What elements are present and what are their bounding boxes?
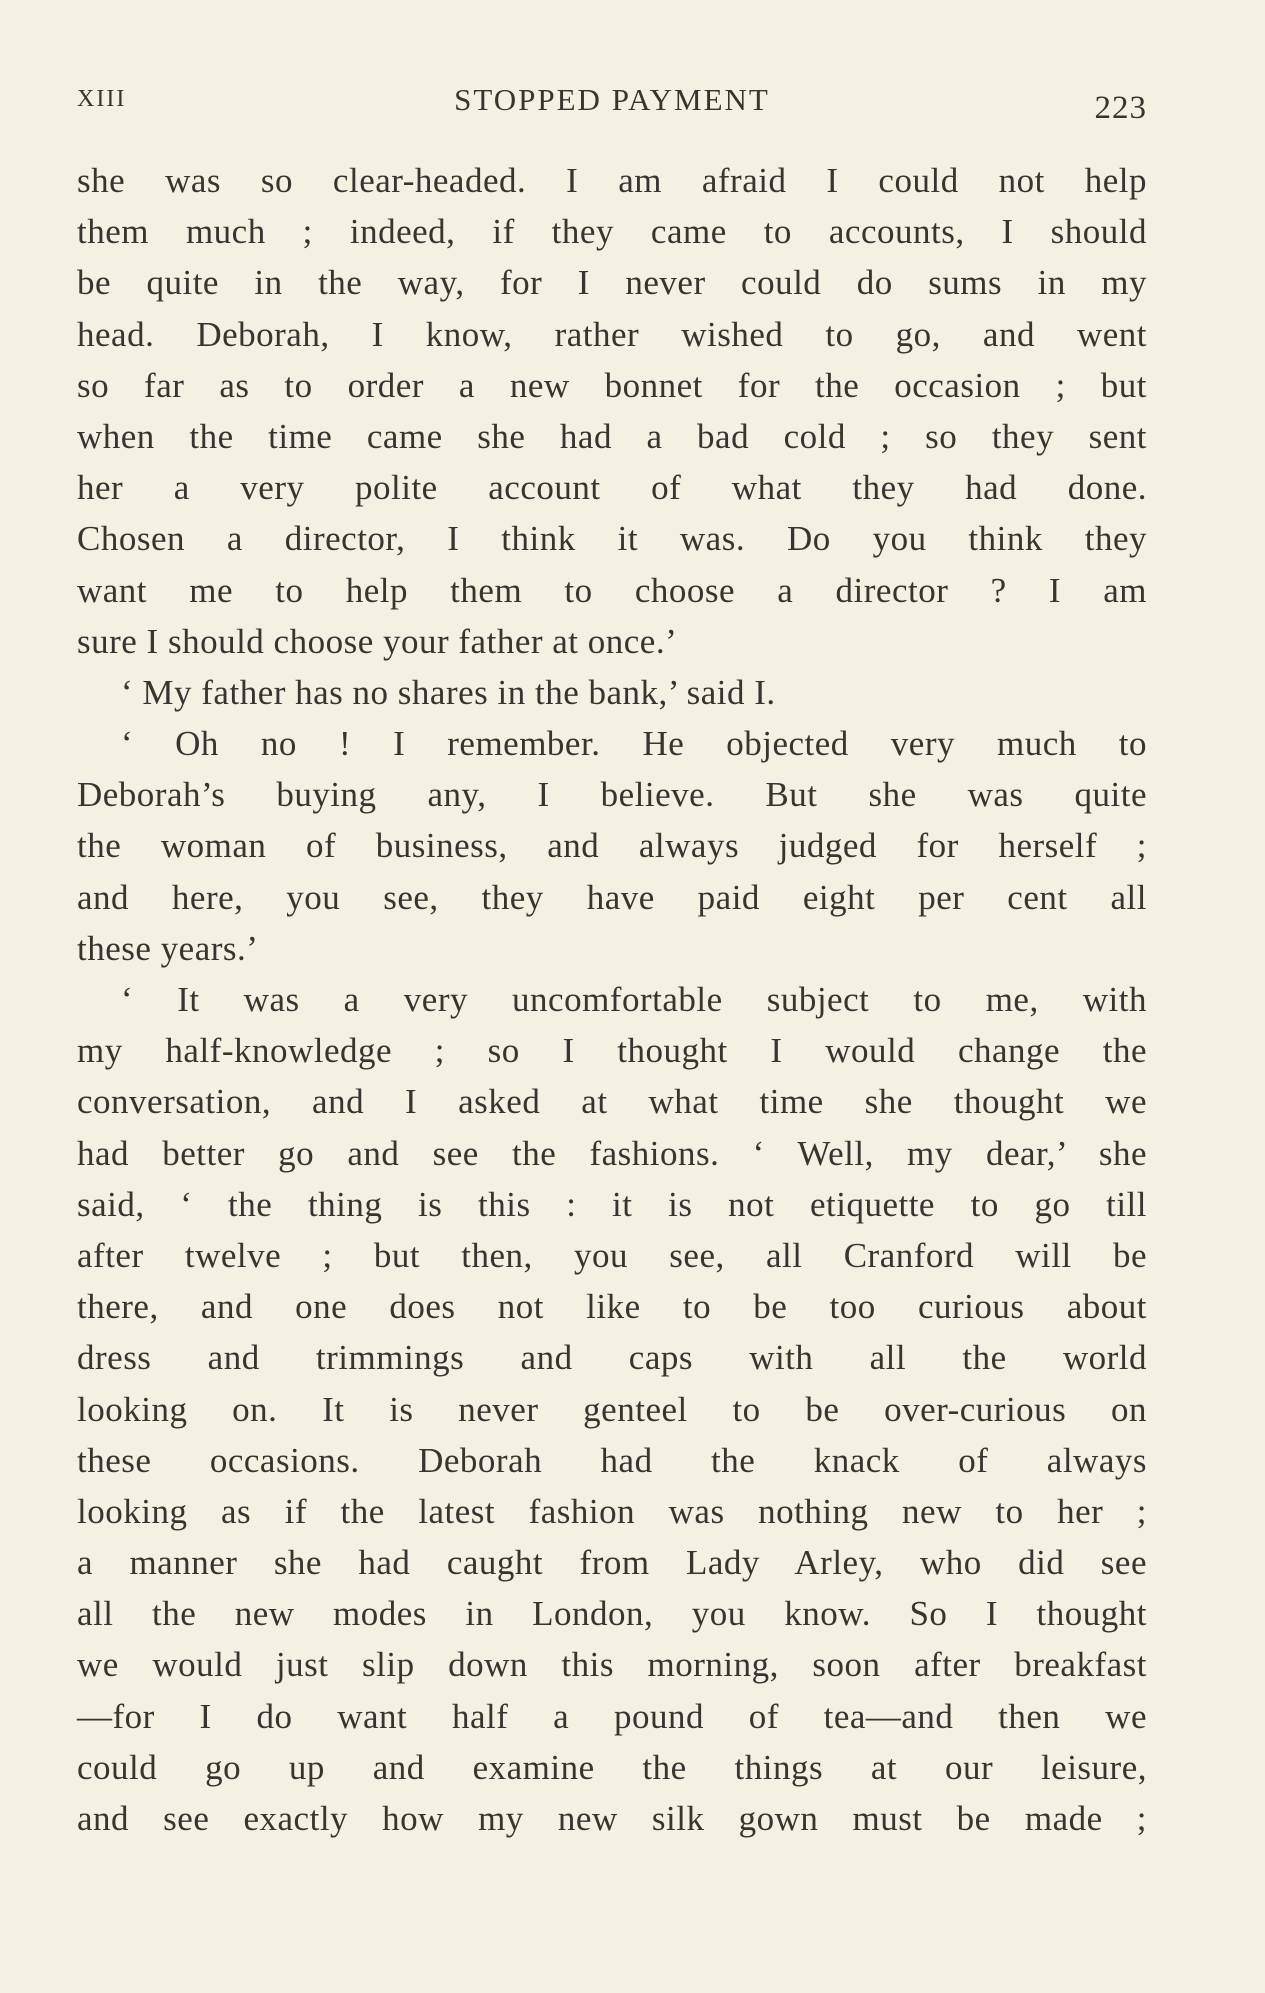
text-line: want me to help them to choose a director ? I am [77,570,1147,610]
text-line: conversation, and I asked at what time she thought we [77,1082,1147,1122]
text-line: when the time came she had a bad cold ; so they sent [77,416,1147,456]
text-line: Chosen a director, I think it was. Do you think they [77,519,1147,559]
text-line: could go up and examine the things at our leisure, [77,1747,1147,1787]
text-line: we would just slip down this morning, soon after breakfast [77,1645,1147,1685]
text-line: and here, you see, they have paid eight per cent all [77,877,1147,917]
text-line: these years.’ [77,928,259,968]
text-line: head. Deborah, I know, rather wished to go, and went [77,314,1147,354]
text-line: ‘ It was a very uncomfortable subject to me, with [121,980,1147,1019]
text-line: looking on. It is never genteel to be over-curious on [77,1389,1147,1429]
text-line: my half-knowledge ; so I thought I would change the [77,1031,1147,1071]
text-line: dress and trimmings and caps with all the world [77,1338,1147,1378]
text-line: and see exactly how my new silk gown must be made ; [77,1799,1147,1838]
text-line: had better go and see the fashions. ‘ Well, my dear,’ she [77,1133,1147,1173]
text-line: she was so clear-headed. I am afraid I could not help [77,161,1147,200]
text-line: Deborah’s buying any, I believe. But she was quite [77,775,1147,815]
chapter-number: XIII [77,86,127,112]
running-title: STOPPED PAYMENT [454,82,770,117]
text-line: looking as if the latest fashion was nothing new to her ; [77,1491,1147,1531]
text-line: be quite in the way, for I never could do sums in my [77,263,1147,303]
text-line: said, ‘ the thing is this : it is not etiquette to go till [77,1184,1147,1224]
text-line: —for I do want half a pound of tea—and then we [77,1696,1147,1736]
text-line: ‘ Oh no ! I remember. He objected very much to [121,724,1147,764]
text-line: all the new modes in London, you know. So I thought [77,1594,1147,1634]
text-line: there, and one does not like to be too curious about [77,1287,1147,1327]
text-line: sure I should choose your father at once.’ [77,621,678,661]
running-head [77,82,1147,126]
text-line: the woman of business, and always judged for herself ; [77,826,1147,866]
text-line: her a very polite account of what they had done. [77,468,1147,508]
text-line: a manner she had caught from Lady Arley, who did see [77,1543,1147,1583]
text-line: them much ; indeed, if they came to accounts, I should [77,212,1147,252]
text-line: ‘ My father has no shares in the bank,’ said I. [121,672,776,712]
text-line: so far as to order a new bonnet for the occasion ; but [77,365,1147,405]
text-line: these occasions. Deborah had the knack of always [77,1440,1147,1480]
text-line: after twelve ; but then, you see, all Cranford will be [77,1235,1147,1275]
page-number: 223 [1094,90,1147,126]
body-text [77,155,1147,1844]
